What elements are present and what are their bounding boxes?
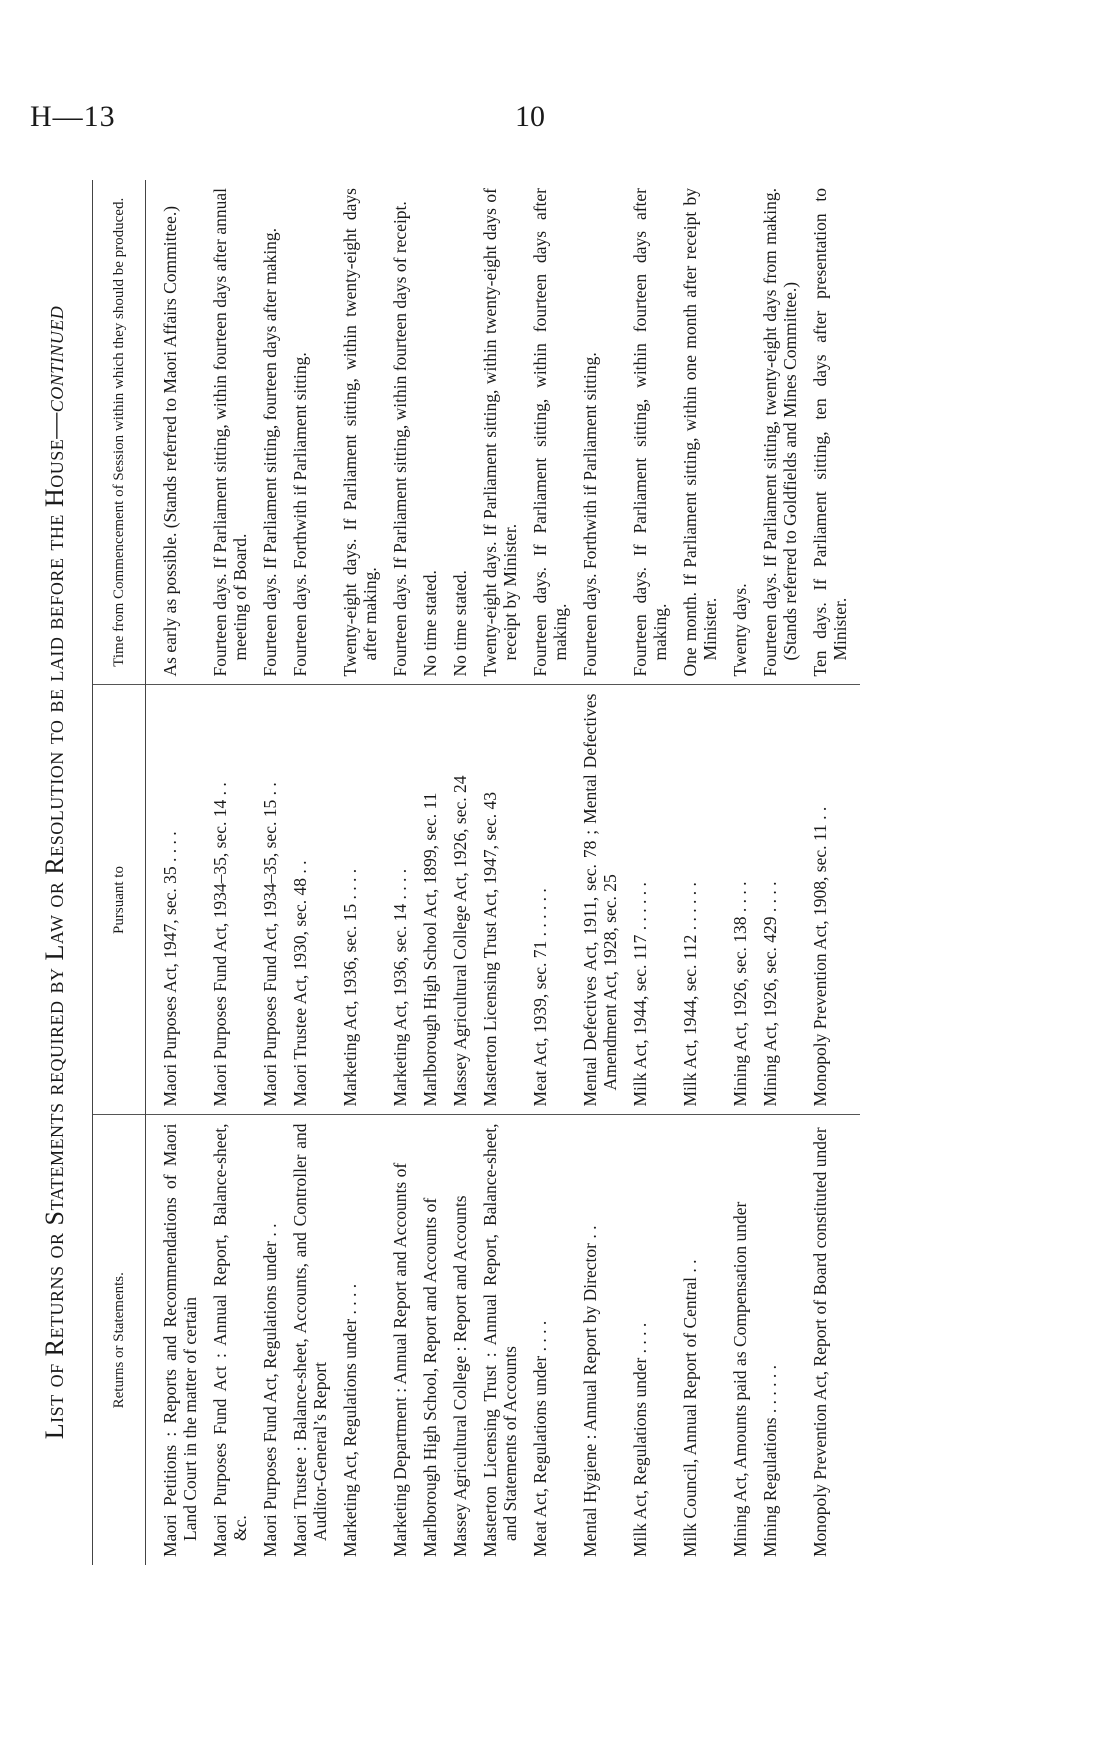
returns-cell: Maori Petitions : Reports and Recommendations of Maori Land Court in the matter of certain xyxy=(160,1123,200,1557)
time-cell: Twenty days. xyxy=(730,583,750,677)
column-header-time: Time from Commencement of Session within which they should be produced. xyxy=(93,180,146,685)
table-header-row xyxy=(93,180,146,1565)
pursuant-cell: Massey Agricultural College Act, 1926, sec. 24 xyxy=(450,775,470,1107)
returns-cell: Mining Regulations . . . . . . xyxy=(760,1364,780,1557)
returns-cell: Marketing Department : Annual Report and Accounts of xyxy=(390,1162,410,1557)
table-row xyxy=(810,180,860,1565)
time-cell: Fourteen days. If Parliament sitting, within fourteen days after annual meeting of Board. xyxy=(210,188,250,677)
returns-cell: Monopoly Prevention Act, Report of Board constituted under xyxy=(810,1127,830,1557)
returns-cell: Mental Hygiene : Annual Report by Director . . xyxy=(580,1225,600,1557)
returns-cell: Milk Council, Annual Report of Central . . xyxy=(680,1259,700,1557)
time-cell: Fourteen days. If Parliament sitting, within fourteen days after making. xyxy=(530,188,570,677)
page-reference: H—13 xyxy=(30,100,116,133)
table-row xyxy=(450,180,480,1565)
table-row xyxy=(730,180,760,1565)
time-cell: Ten days. If Parliament sitting, ten days after presentation to Minister. xyxy=(810,188,850,677)
pursuant-cell: Maori Purposes Fund Act, 1934–35, sec. 15 . . xyxy=(260,782,280,1107)
table-title-main: List of Returns or Statements required by Law or Resolution to be laid before the House— xyxy=(40,412,69,1440)
pursuant-cell: Marlborough High School Act, 1899, sec. 11 xyxy=(420,792,440,1107)
time-cell: Fourteen days. If Parliament sitting, within fourteen days after making. xyxy=(630,188,670,677)
returns-table xyxy=(92,180,860,1565)
time-cell: One month. If Parliament sitting, within one month after receipt by Minister. xyxy=(680,188,720,677)
returns-cell: Massey Agricultural College : Report and Accounts xyxy=(450,1195,470,1557)
page-number: 10 xyxy=(515,100,545,133)
pursuant-cell: Marketing Act, 1936, sec. 15 . . . . xyxy=(340,868,360,1107)
table-row xyxy=(680,180,730,1565)
pursuant-cell: Mental Defectives Act, 1911, sec. 78 ; Mental Defectives Amendment Act, 1928, sec. 25 xyxy=(580,693,620,1107)
pursuant-cell: Monopoly Prevention Act, 1908, sec. 11 . . xyxy=(810,806,830,1107)
pursuant-cell: Milk Act, 1944, sec. 112 . . . . . . xyxy=(680,882,700,1107)
pursuant-cell: Marketing Act, 1936, sec. 14 . . . . xyxy=(390,868,410,1107)
column-header-returns: Returns or Statements. xyxy=(93,1115,146,1565)
table-row xyxy=(260,180,290,1565)
time-cell: Twenty-eight days. If Parliament sitting, within twenty-eight days after making. xyxy=(340,188,380,677)
time-cell: Fourteen days. Forthwith if Parliament sitting. xyxy=(290,352,310,677)
pursuant-cell: Maori Trustee Act, 1930, sec. 48 . . xyxy=(290,860,310,1107)
table-row xyxy=(390,180,420,1565)
table-row xyxy=(210,180,260,1565)
time-cell: As early as possible. (Stands referred to Maori Affairs Committee.) xyxy=(160,205,180,677)
table-row xyxy=(290,180,340,1565)
returns-cell: Mining Act, Amounts paid as Compensation under xyxy=(730,1201,750,1557)
returns-cell: Meat Act, Regulations under . . . . xyxy=(530,1320,550,1557)
pursuant-cell: Mining Act, 1926, sec. 429 . . . . xyxy=(760,881,780,1107)
returns-cell: Maori Purposes Fund Act : Annual Report, Balance-sheet, &c. xyxy=(210,1123,250,1557)
time-cell: No time stated. xyxy=(450,570,470,677)
table-row xyxy=(340,180,390,1565)
table-title-continued: continued xyxy=(40,305,69,413)
table-title xyxy=(40,180,74,1565)
returns-cell: Marketing Act, Regulations under . . . . xyxy=(340,1283,360,1557)
pursuant-cell: Maori Purposes Fund Act, 1934–35, sec. 14 . . xyxy=(210,782,230,1107)
time-cell: Fourteen days. Forthwith if Parliament sitting. xyxy=(580,352,600,677)
returns-cell: Milk Act, Regulations under . . . . xyxy=(630,1322,650,1557)
table-row xyxy=(530,180,580,1565)
returns-cell: Maori Trustee : Balance-sheet, Accounts, and Controller and Auditor-General’s Report xyxy=(290,1123,330,1557)
returns-cell: Maori Purposes Fund Act, Regulations under . . xyxy=(260,1223,280,1557)
table-row xyxy=(146,180,211,1565)
rotated-table-block xyxy=(40,180,1080,1565)
time-cell: Fourteen days. If Parliament sitting, twenty-eight days from making. (Stands referred to Goldfields and Mines Committee.) xyxy=(760,188,800,677)
returns-cell: Marlborough High School, Report and Accounts of xyxy=(420,1197,440,1557)
pursuant-cell: Masterton Licensing Trust Act, 1947, sec. 43 xyxy=(480,792,500,1107)
table-row xyxy=(580,180,630,1565)
table-row xyxy=(760,180,810,1565)
column-header-pursuant: Pursuant to xyxy=(93,685,146,1115)
time-cell: Fourteen days. If Parliament sitting, within fourteen days of receipt. xyxy=(390,201,410,677)
pursuant-cell: Maori Purposes Act, 1947, sec. 35 . . . . xyxy=(160,831,180,1107)
pursuant-cell: Mining Act, 1926, sec. 138 . . . . xyxy=(730,881,750,1107)
time-cell: Fourteen days. If Parliament sitting, fourteen days after making. xyxy=(260,227,280,677)
returns-cell: Masterton Licensing Trust : Annual Report, Balance-sheet, and Statements of Accounts xyxy=(480,1123,520,1557)
time-cell: No time stated. xyxy=(420,570,440,677)
pursuant-cell: Meat Act, 1939, sec. 71 . . . . . . xyxy=(530,888,550,1107)
table-row xyxy=(420,180,450,1565)
pursuant-cell: Milk Act, 1944, sec. 117 . . . . . . xyxy=(630,882,650,1107)
table-row xyxy=(630,180,680,1565)
table-row xyxy=(480,180,530,1565)
page-header xyxy=(0,100,1114,140)
time-cell: Twenty-eight days. If Parliament sitting, within twenty-eight days of receipt by Minister. xyxy=(480,188,520,677)
